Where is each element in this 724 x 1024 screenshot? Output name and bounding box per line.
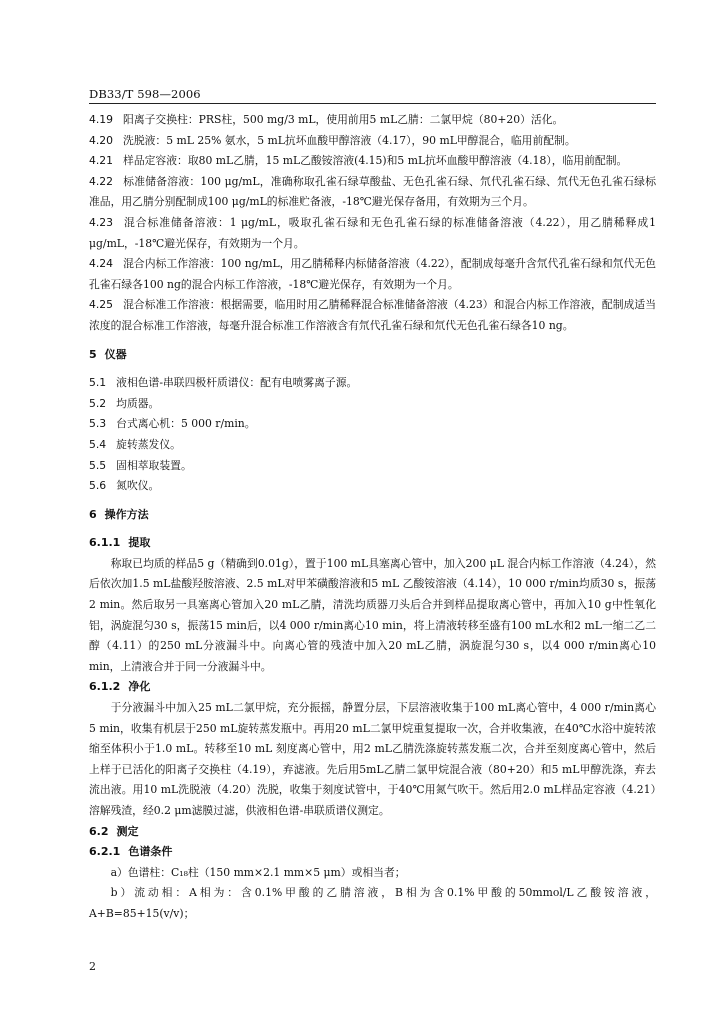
header-rule bbox=[89, 103, 656, 104]
list-item-a: a）色谱柱：C₁₈柱（150 mm×2.1 mm×5 μm）或相当者； bbox=[110, 865, 406, 879]
clause-6-1-1-text: 称取已均质的样品5 g（精确到0.01g），置于100 mL具塞离心管中，加入200 μL 混合内标工作溶液（4.24），然后依次加1.5 mL盐酸羟胺溶液、2.5 mL对甲苯磺酸溶液和5 mL 乙酸铵溶液（4.14），10 000 r/min均质30 s，振荡2 min。然后取另一具塞离心管加入20 mL乙腈，清洗均质器刀头后合并到样品提取离心管中，再加入10 g中性氧化铝，涡旋混匀30 s，振荡15 min后，以4 000 r/min离心10 min，将上清液转移至盛有100 mL水和2 mL一缩二乙二醇（4.11）的250 mL分液漏斗中。向离心管的残渣中加入20 mL乙腈，涡旋混匀30 s，以4 000 r/min离心10 min，上清液合并于同一分液漏斗中。 bbox=[89, 556, 656, 673]
clause-4-22: 4.22 标准储备溶液：100 μg/mL，准确称取孔雀石绿草酸盐、无色孔雀石绿、氘代孔雀石绿、氘代无色孔雀石绿标准品，用乙腈分别配制成100 μg/mL的标准贮备液，-18℃避光保存备用，有效期为三个月。 bbox=[89, 174, 656, 209]
clause-6-1-2-heading: 6.1.2 净化 bbox=[89, 680, 151, 694]
section-6-heading: 6 操作方法 bbox=[89, 507, 149, 521]
clause-4-25: 4.25 混合标准工作溶液：根据需要，临用时用乙腈稀释混合标准储备溶液（4.23）和混合内标工作溶液，配制成适当浓度的混合标准工作溶液，每毫升混合标准工作溶液含有氘代孔雀石绿和氘代无色孔雀石绿各10 ng。 bbox=[89, 298, 656, 332]
clause-6-1-2-text: 于分液漏斗中加入25 mL二氯甲烷，充分振摇，静置分层，下层溶液收集于100 mL离心管中，4 000 r/min离心5 min，收集有机层于250 mL旋转蒸发瓶中。再用20 mL二氯甲烷重复提取一次，合并收集液，在40℃水浴中旋转浓缩至体积小于1.0 mL。转移至10 mL 刻度离心管中，用2 mL乙腈洗涤旋转蒸发瓶二次，合并至刻度离心管中，然后上样于已活化的阳离子交换柱（4.19），弃滤液。先后用5mL乙腈二氯甲烷混合液（80+20）和5 mL甲醇洗涤，弃去流出液。用10 mL洗脱液（4.20）洗脱，收集于刻度试管中，于40℃用氮气吹干。然后用2.0 mL样品定容液（4.21）溶解残渣，经0.2 μm滤膜过滤，供液相色谱-串联质谱仪测定。 bbox=[89, 701, 656, 817]
clause-6-1-1-heading: 6.1.1 提取 bbox=[89, 536, 151, 550]
clause-4-24: 4.24 混合内标工作溶液：100 ng/mL，用乙腈稀释内标储备溶液（4.22），配制成每毫升含氘代孔雀石绿和氘代无色孔雀石绿各100 ng的混合内标工作溶液，-18℃避光保存，有效期为一个月。 bbox=[89, 257, 656, 291]
clause-5-4: 5.4 旋转蒸发仪。 bbox=[89, 437, 181, 451]
clause-6-2-heading: 6.2 测定 bbox=[89, 824, 139, 838]
clause-4-23: 4.23 混合标准储备溶液：1 μg/mL，吸取孔雀石绿和无色孔雀石绿的标准储备溶液（4.22），用乙腈稀释成1 μg/mL，-18℃避光保存，有效期为一个月。 bbox=[89, 215, 656, 250]
document-body bbox=[89, 110, 656, 925]
clause-5-2: 5.2 均质器。 bbox=[89, 396, 160, 410]
clause-4-19: 4.19 阳离子交换柱：PRS柱，500 mg/3 mL，使用前用5 mL乙腈：二氯甲烷（80+20）活化。 bbox=[89, 113, 564, 126]
list-item-b: b）流动相：A相为：含0.1%甲酸的乙腈溶液，B相为含0.1%甲酸的50mmol/L乙酸铵溶液，A+B=85+15(v/v)； bbox=[89, 886, 656, 920]
clause-4-20: 4.20 洗脱液：5 mL 25% 氨水，5 mL抗坏血酸甲醇溶液（4.17），90 mL甲醇混合，临用前配制。 bbox=[89, 133, 576, 147]
section-5-heading: 5 仪器 bbox=[89, 347, 127, 361]
document-id: DB33/T 598—2006 bbox=[89, 87, 201, 101]
clause-5-3: 5.3 台式离心机：5 000 r/min。 bbox=[89, 417, 256, 431]
clause-5-5: 5.5 固相萃取装置。 bbox=[89, 458, 192, 472]
clause-4-21: 4.21 样品定容液：取80 mL乙腈，15 mL乙酸铵溶液(4.15)和5 mL抗坏血酸甲醇溶液（4.18），临用前配制。 bbox=[89, 154, 628, 168]
clause-5-6: 5.6 氮吹仪。 bbox=[89, 479, 160, 493]
clause-5-1: 5.1 液相色谱-串联四极杆质谱仪：配有电喷雾离子源。 bbox=[89, 376, 358, 390]
clause-6-2-1-heading: 6.2.1 色谱条件 bbox=[89, 845, 173, 859]
page-number: 2 bbox=[89, 960, 96, 973]
